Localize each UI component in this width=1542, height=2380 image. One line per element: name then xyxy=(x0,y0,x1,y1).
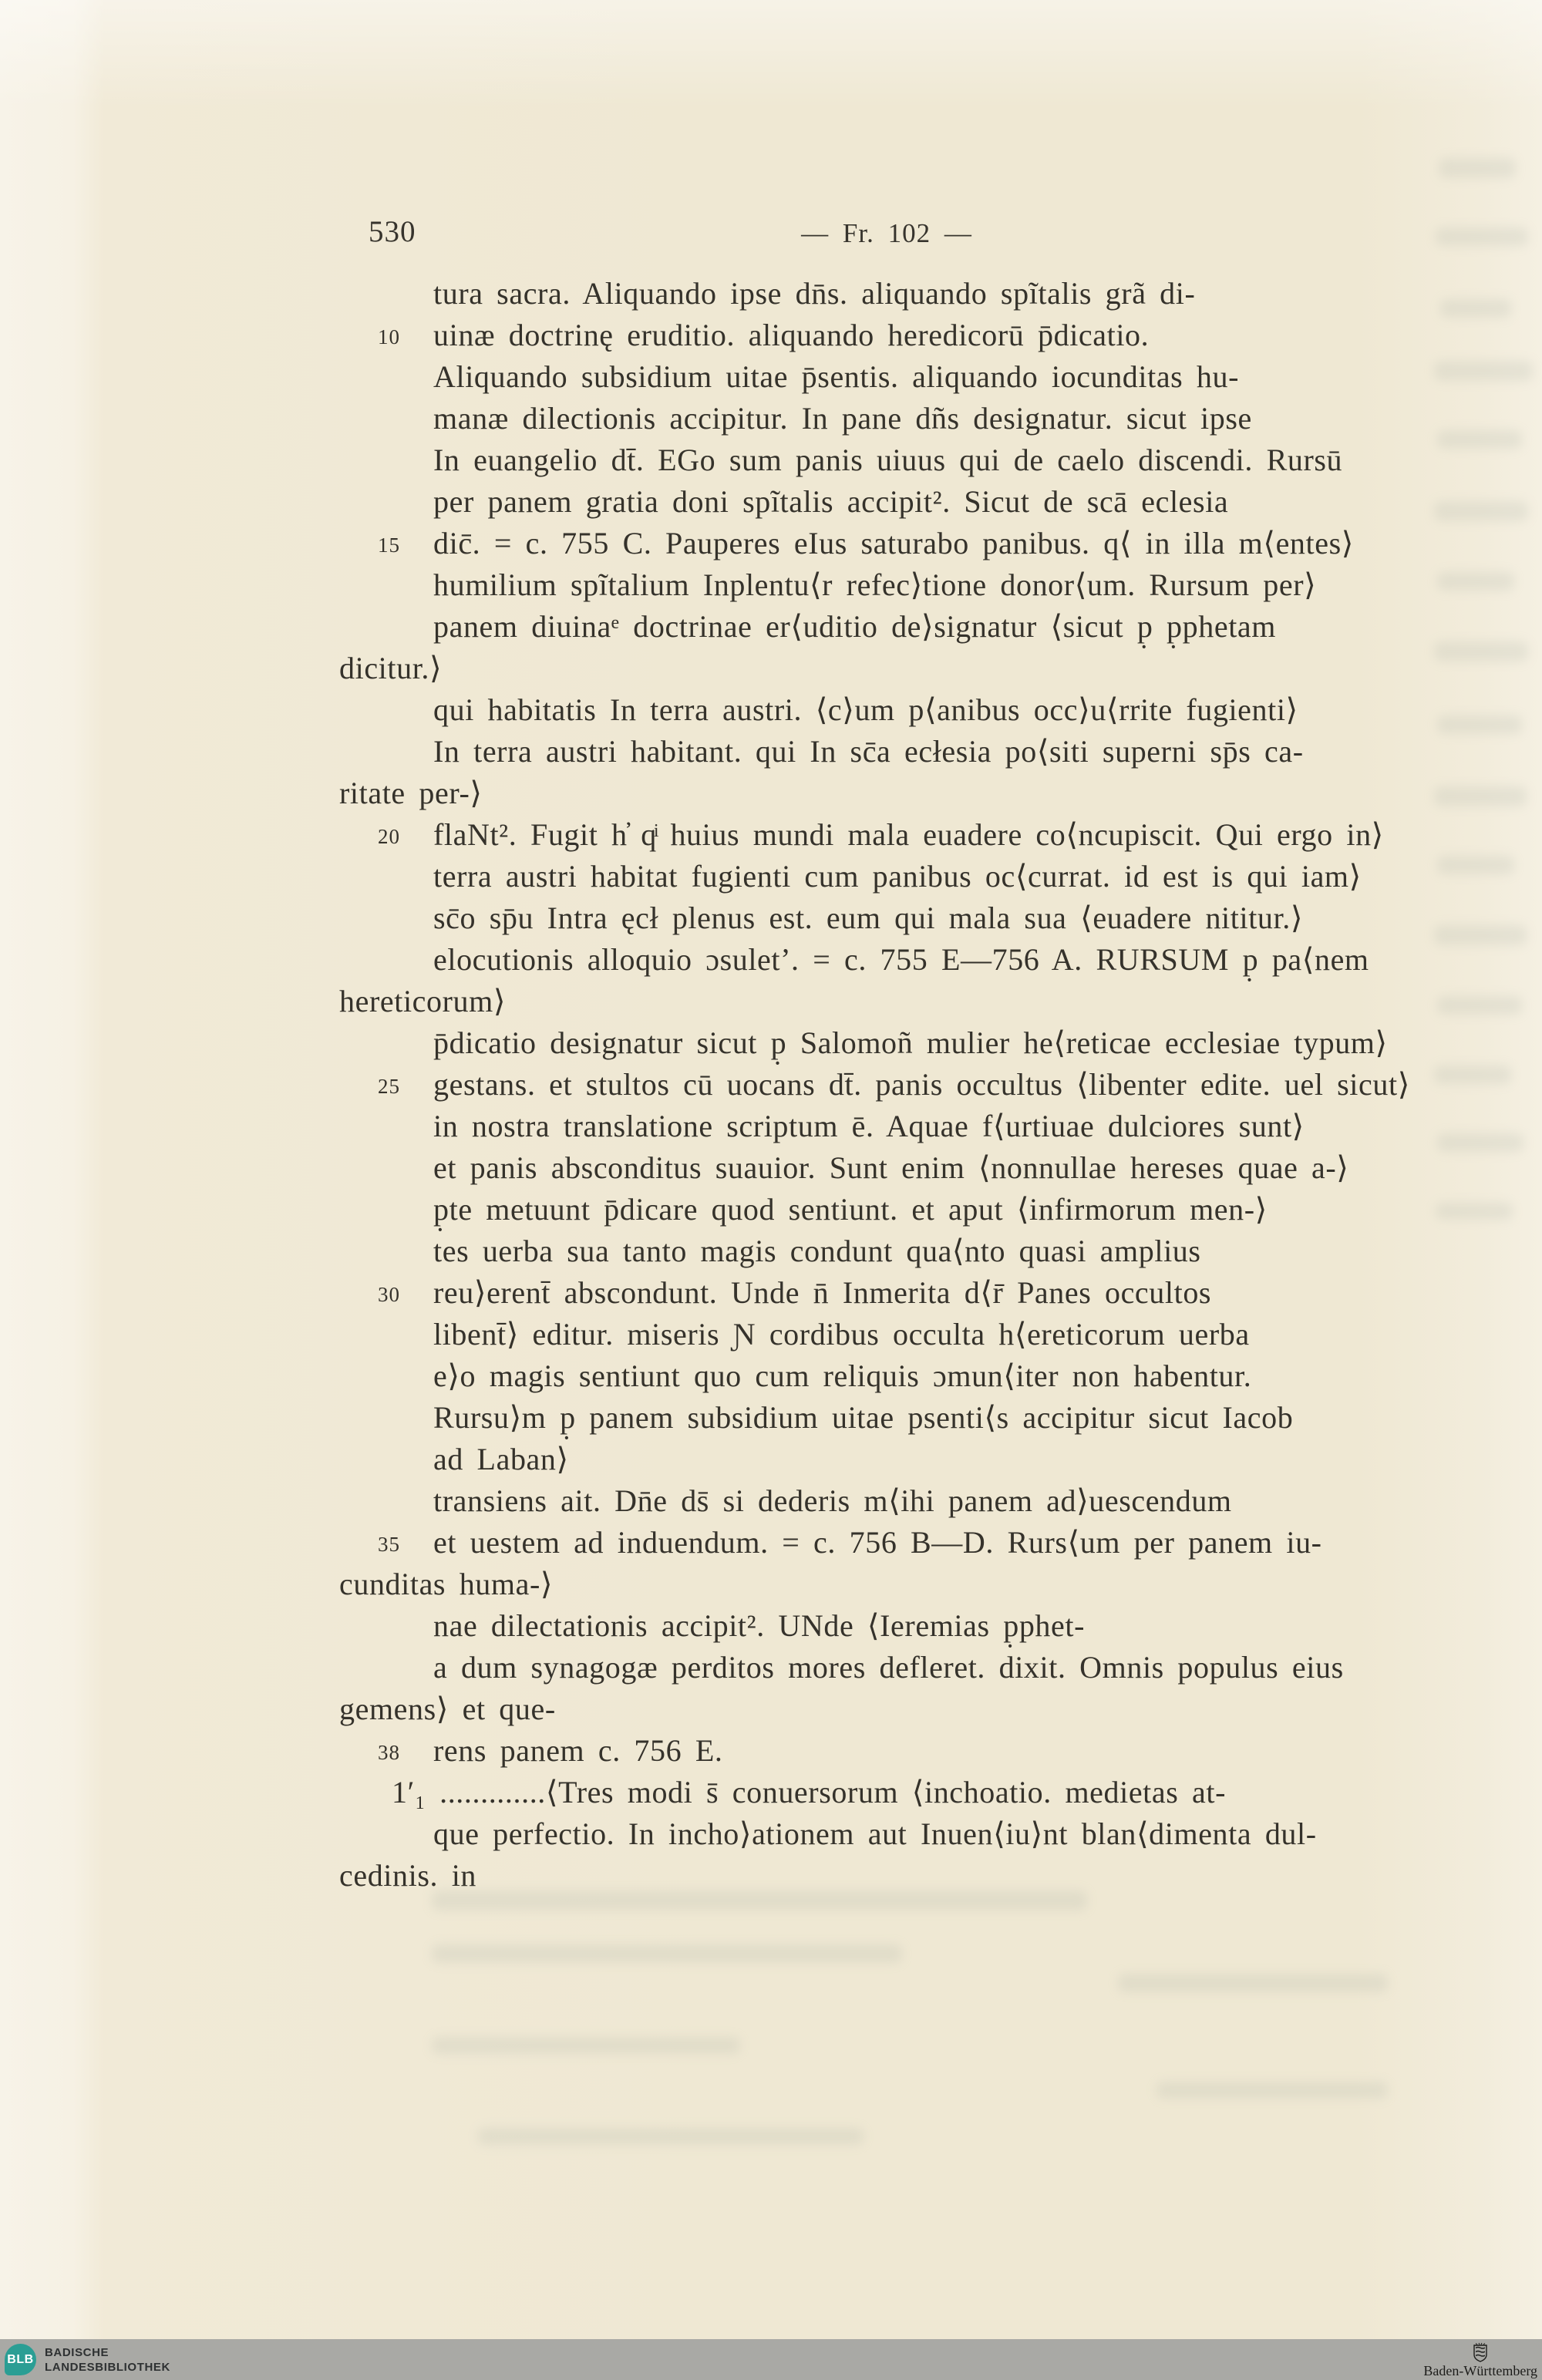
line-text: panem diuinaᵉ doctrinae er⟨uditio de⟩signatur ⟨sicut p̣ p̣phetam xyxy=(433,609,1276,644)
line-text: tura sacra. Aliquando ipse dn̄s. aliquando spĩtalis grã di- xyxy=(433,276,1196,311)
text-line xyxy=(339,1314,1480,1355)
text-line xyxy=(339,1480,1480,1522)
line-text: elocutionis alloquio ɔsuletʼ. = c. 755 E—756 A. RURSUM p̣ pa⟨nem xyxy=(433,942,1369,977)
text-line xyxy=(339,1147,1480,1189)
line-text: a dum synagogæ perditos mores defleret. dixit. Omnis populus eius xyxy=(433,1650,1344,1685)
bleed-through-smudge xyxy=(478,2128,864,2145)
line-text: tes uerba sua tanto magis condunt qua⟨nto quasi amplius xyxy=(433,1234,1201,1268)
line-number: 35 xyxy=(378,1533,400,1556)
blb-logo-acronym: BLB xyxy=(7,2352,34,2366)
line-text: cunditas huma-⟩ xyxy=(339,1567,554,1601)
text-line xyxy=(339,1064,1480,1106)
text-line xyxy=(339,814,1480,856)
text-line xyxy=(339,1813,1480,1855)
text-line xyxy=(339,1522,1480,1564)
line-text: terra austri habitat fugienti cum panibus oc⟨currat. id est is qui iam⟩ xyxy=(433,859,1362,894)
line-text: gestans. et stultos cū uocans dt̄. panis occultus ⟨libenter edite. uel sicut⟩ xyxy=(433,1067,1410,1102)
line-text: In euangelio dt̄. EGo sum panis uiuus qui de caelo discendi. Rursū xyxy=(433,443,1343,477)
line-text: humilium spĩtalium Inplentu⟨r refec⟩tione donor⟨um. Rursum per⟩ xyxy=(433,567,1317,602)
line-text: gemens⟩ et que- xyxy=(339,1692,556,1726)
text-line xyxy=(339,1855,1480,1897)
line-text: ritate per-⟩ xyxy=(339,776,483,810)
line-text: rens panem c. 756 E. xyxy=(433,1733,723,1768)
text-line xyxy=(339,897,1480,939)
bleed-through-smudge xyxy=(1436,227,1528,246)
text-line xyxy=(339,356,1480,398)
text-block xyxy=(339,273,1480,1897)
text-line xyxy=(339,1605,1480,1647)
text-line xyxy=(339,1189,1480,1230)
bleed-through-smudge xyxy=(1118,1974,1388,1992)
text-line xyxy=(339,315,1480,356)
bleed-through-smudge xyxy=(1156,2082,1388,2099)
bleed-through-smudge xyxy=(432,2037,740,2054)
baden-wuerttemberg-crest-icon xyxy=(1473,2342,1488,2362)
line-number: 10 xyxy=(378,325,400,348)
scan-edge-highlight xyxy=(0,0,1542,108)
line-text: hereticorum⟩ xyxy=(339,984,507,1018)
text-line xyxy=(339,606,1480,648)
text-line xyxy=(339,773,1480,814)
line-text: que perfectio. In incho⟩ationem aut Inuen⟨iu⟩nt blan⟨dimenta dul- xyxy=(433,1816,1317,1851)
line-number: 20 xyxy=(378,825,400,848)
text-line xyxy=(339,1272,1480,1314)
text-line xyxy=(339,1688,1480,1730)
line-text: manæ dilectionis accipitur. In pane dñs designatur. sicut ipse xyxy=(433,401,1252,436)
line-text: et uestem ad induendum. = c. 756 B—D. Rurs⟨um per panem iu- xyxy=(433,1525,1322,1560)
text-line xyxy=(339,1106,1480,1147)
page-header: — Fr. 102 — xyxy=(801,218,972,248)
bleed-through-smudge xyxy=(1439,158,1516,178)
line-text: sc̄o sp̄u Intra ęcł plenus est. eum qui mala sua ⟨euadere nititur.⟩ xyxy=(433,900,1304,935)
text-line xyxy=(339,1564,1480,1605)
blb-logo xyxy=(5,2344,36,2375)
line-text: in nostra translatione scriptum ē. Aquae f⟨urtiuae dulciores sunt⟩ xyxy=(433,1109,1305,1143)
text-line xyxy=(339,731,1480,773)
library-name xyxy=(45,2345,170,2375)
line-number: 38 xyxy=(378,1741,400,1764)
line-text: Rursu⟩m p̣ panem subsidium uitae psenti⟨s accipitur sicut Iacob xyxy=(433,1400,1294,1435)
footer-bar xyxy=(0,2339,1542,2380)
line-text: Aliquando subsidium uitae p̄sentis. aliquando iocunditas hu- xyxy=(433,359,1240,394)
line-number: 15 xyxy=(378,534,400,557)
state-name: Baden-Württemberg xyxy=(1423,2363,1537,2378)
line-number: 30 xyxy=(378,1283,400,1306)
text-line xyxy=(339,1355,1480,1397)
library-name-line2: LANDESBIBLIOTHEK xyxy=(45,2361,170,2374)
text-line xyxy=(339,981,1480,1022)
line-text: In terra austri habitant. qui In sc̄a ecłesia po⟨siti superni sp̄s ca- xyxy=(433,734,1304,769)
baden-wuerttemberg-block xyxy=(1423,2341,1537,2378)
bleed-through-smudge xyxy=(432,1944,902,1963)
line-text: ad Laban⟩ xyxy=(433,1442,569,1476)
text-line xyxy=(339,1397,1480,1439)
text-line xyxy=(339,1230,1480,1272)
line-text: 1′₁ .............⟨Tres modi s̄ conuersorum ⟨inchoatio. medietas at- xyxy=(392,1775,1226,1809)
line-text: transiens ait. Dn̄e ds̄ si dederis m⟨ihi panem ad⟩uescendum xyxy=(433,1483,1232,1518)
line-text: e⟩o magis sentiunt quo cum reliquis ɔmun⟨iter non habentur. xyxy=(433,1358,1252,1393)
page-number: 530 xyxy=(369,215,416,248)
text-line xyxy=(339,856,1480,897)
line-text: p̣te metuunt p̄dicare quod sentiunt. et aput ⟨infirmorum men-⟩ xyxy=(433,1192,1268,1227)
line-text: qui habitatis In terra austri. ⟨c⟩um p⟨anibus occ⟩u⟨rrite fugienti⟩ xyxy=(433,692,1298,727)
line-text: dicitur.⟩ xyxy=(339,651,443,685)
line-text: et panis absconditus suauior. Sunt enim ⟨nonnullae hereses quae a-⟩ xyxy=(433,1150,1349,1185)
text-line xyxy=(339,564,1480,606)
line-text: per panem gratia doni spĩtalis accipit². Sicut de scā eclesia xyxy=(433,484,1229,519)
text-line xyxy=(339,939,1480,981)
text-line xyxy=(339,1772,1480,1813)
line-number: 25 xyxy=(378,1075,400,1098)
text-line xyxy=(339,1439,1480,1480)
text-line xyxy=(339,1022,1480,1064)
text-line xyxy=(339,689,1480,731)
text-line xyxy=(339,273,1480,315)
text-line xyxy=(339,1730,1480,1772)
line-text: p̄dicatio designatur sicut p̣ Salomoñ mulier he⟨reticae ecclesiae typum⟩ xyxy=(433,1025,1388,1060)
library-name-line1: BADISCHE xyxy=(45,2346,109,2359)
text-line xyxy=(339,439,1480,481)
line-text: cedinis. in xyxy=(339,1858,477,1893)
text-line xyxy=(339,398,1480,439)
line-text: flaNt². Fugit h̕ qͥ huius mundi mala euadere co⟨ncupiscit. Qui ergo in⟩ xyxy=(433,817,1384,852)
line-text: nae dilectationis accipit². UNde ⟨Ieremias p̣phet- xyxy=(433,1608,1086,1643)
line-text: reu⟩erent̄ abscondunt. Unde n̄ Inmerita d⟨r̄ Panes occultos xyxy=(433,1275,1212,1310)
text-line xyxy=(339,523,1480,564)
text-line xyxy=(339,648,1480,689)
line-text: libent̄⟩ editur. miseris Ɲ cordibus occulta h⟨ereticorum uerba xyxy=(433,1317,1250,1352)
text-line xyxy=(339,1647,1480,1688)
line-text: uinæ doctrinę eruditio. aliquando heredicorū p̄dicatio. xyxy=(433,318,1150,352)
line-text: dic̄. = c. 755 C. Pauperes eIus saturabo panibus. q⟨ in illa m⟨entes⟩ xyxy=(433,526,1354,560)
text-line xyxy=(339,481,1480,523)
